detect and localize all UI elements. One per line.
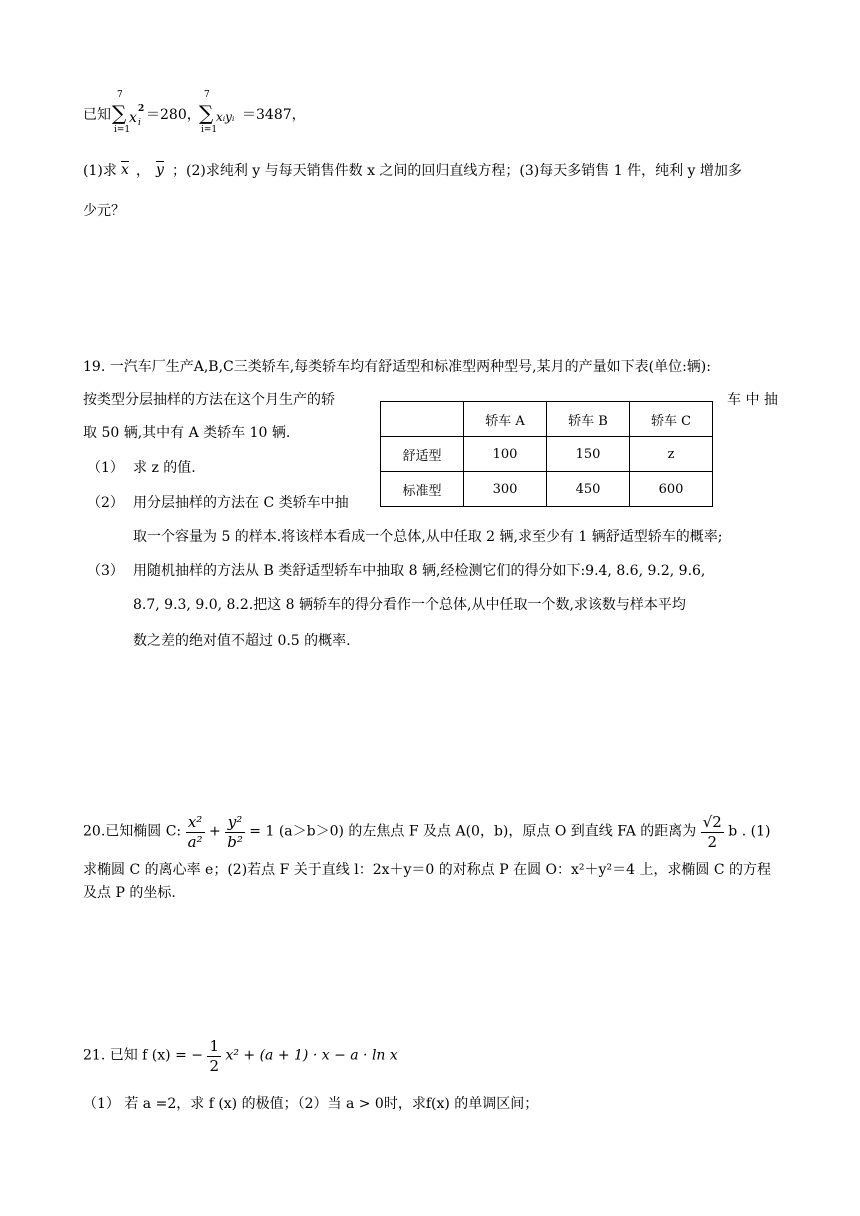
q19-p3-text-a: 用随机抽样的方法从 B 类舒适型轿车中抽取 8 辆,经检测它们的得分如下:9.4, 8.6, 9.2, 9.6,: [133, 563, 706, 579]
sum1-lower: i=1: [114, 125, 131, 135]
sum1-result: ＝280，: [146, 107, 201, 123]
fraction-numerator: x²: [186, 814, 205, 833]
fraction-denominator: 2: [707, 832, 718, 851]
table-cell: 标准型: [381, 472, 464, 507]
table-cell: 舒适型: [381, 437, 464, 472]
sum2-result: ＝3487，: [242, 107, 306, 123]
table-cell: 600: [630, 472, 713, 507]
sum1-upper: 7: [117, 90, 123, 100]
fraction-denominator: b²: [227, 832, 243, 851]
table-header-cell: [381, 402, 464, 437]
fraction-numerator: √2: [702, 813, 722, 831]
sum1-sup: 2: [138, 104, 145, 114]
q19-p3-text-c: 数之差的绝对值不超过 0.5 的概率.: [133, 633, 351, 649]
table-row: [381, 472, 713, 507]
table-cell: 300: [464, 472, 547, 507]
sum2-body: xᵢyᵢ: [216, 110, 235, 124]
q20-tail: b . (1): [728, 823, 771, 840]
sum2-lower: i=1: [201, 125, 218, 135]
fraction-one-half: [207, 1038, 221, 1074]
q21-prefix: 21. 已知 f (x) = −: [83, 1047, 203, 1064]
fraction-y2-b2: [225, 814, 245, 850]
plus-sign: +: [209, 823, 221, 840]
fraction-denominator: a²: [187, 832, 203, 851]
q20-line3: 及点 P 的坐标.: [83, 885, 176, 901]
fraction-x2-a2: [186, 814, 205, 850]
q21-rest: x² + (a + 1) · x − a · ln x: [225, 1047, 398, 1064]
table-cell: 450: [547, 472, 630, 507]
q19-p1-label: （1）: [87, 460, 124, 476]
fraction-denominator: 2: [209, 1056, 219, 1075]
q18-part1: (1)求: [83, 163, 117, 179]
sum2-upper: 7: [204, 90, 210, 100]
q18-part2: ；(2)求纯利 y 与每天销售件数 x 之间的回归直线方程；(3)每天多销售 1 件，纯利 y 增加多: [172, 163, 742, 179]
q18-given-prefix: 已知: [83, 107, 111, 123]
table-row: [381, 437, 713, 472]
q19-p2-text-a: 用分层抽样的方法在 C 类轿车中抽: [133, 495, 349, 511]
q20-prefix: 20.已知椭圆 C:: [83, 823, 182, 840]
q20-eq: = 1 (a＞b＞0) 的左焦点 F 及点 A(0，b)，原点 O 到直线 FA 的距离为: [249, 823, 697, 840]
table-cell: z: [630, 437, 713, 472]
q21-line1: [83, 1038, 398, 1074]
q18-line2: 少元？: [83, 203, 125, 219]
q20-line1: [83, 814, 770, 850]
q19-line3: 取 50 辆,其中有 A 类轿车 10 辆.: [83, 425, 291, 441]
sum1-body: x: [129, 110, 137, 126]
y-bar: y: [156, 162, 164, 178]
q20-line2: 求椭圆 C 的离心率 e；(2)若点 F 关于直线 l：2x＋y＝0 的对称点 P 在圆 O：x²＋y²＝4 上，求椭圆 C 的方程: [83, 862, 772, 878]
q19-p2-text-b: 取一个容量为 5 的样本.将该样本看成一个总体,从中任取 2 辆,求至少有 1 辆舒适型轿车的概率;: [133, 529, 723, 545]
q21-line2: （1） 若 a =2，求 f (x) 的极值；（2）当 a > 0时，求f(x) 的单调区间；: [83, 1096, 539, 1112]
sum1-sub: i: [138, 118, 141, 128]
table-header-cell: 轿车 B: [547, 402, 630, 437]
q18-comma: ，: [136, 163, 150, 179]
table-cell: 150: [547, 437, 630, 472]
q19-line2-right: 车 中 抽: [727, 392, 778, 408]
q19-p2-label: （2）: [87, 495, 124, 511]
q19-p3-text-b: 8.7, 9.3, 9.0, 8.2.把这 8 辆轿车的得分看作一个总体,从中任取一个数,求该数与样本平均: [133, 597, 686, 613]
sum2-symbol: ∑: [199, 101, 214, 125]
q19-p1-text: 求 z 的值.: [133, 460, 196, 476]
fraction-numerator: 1: [209, 1037, 219, 1055]
table-header-cell: 轿车 C: [630, 402, 713, 437]
x-bar: x: [121, 162, 129, 178]
q19-line2-left: 按类型分层抽样的方法在这个月生产的轿: [83, 392, 335, 408]
sum1-symbol: ∑: [112, 101, 127, 125]
table-header-row: [381, 402, 713, 437]
q19-p3-label: （3）: [87, 563, 124, 579]
production-table: [380, 401, 713, 507]
fraction-sqrt2-2: [701, 814, 724, 850]
q19-intro: 19. 一汽车厂生产A,B,C三类轿车,每类轿车均有舒适型和标准型两种型号,某月的产量如下表(单位:辆):: [83, 359, 711, 375]
fraction-numerator: y²: [225, 814, 245, 833]
table-header-cell: 轿车 A: [464, 402, 547, 437]
table-cell: 100: [464, 437, 547, 472]
